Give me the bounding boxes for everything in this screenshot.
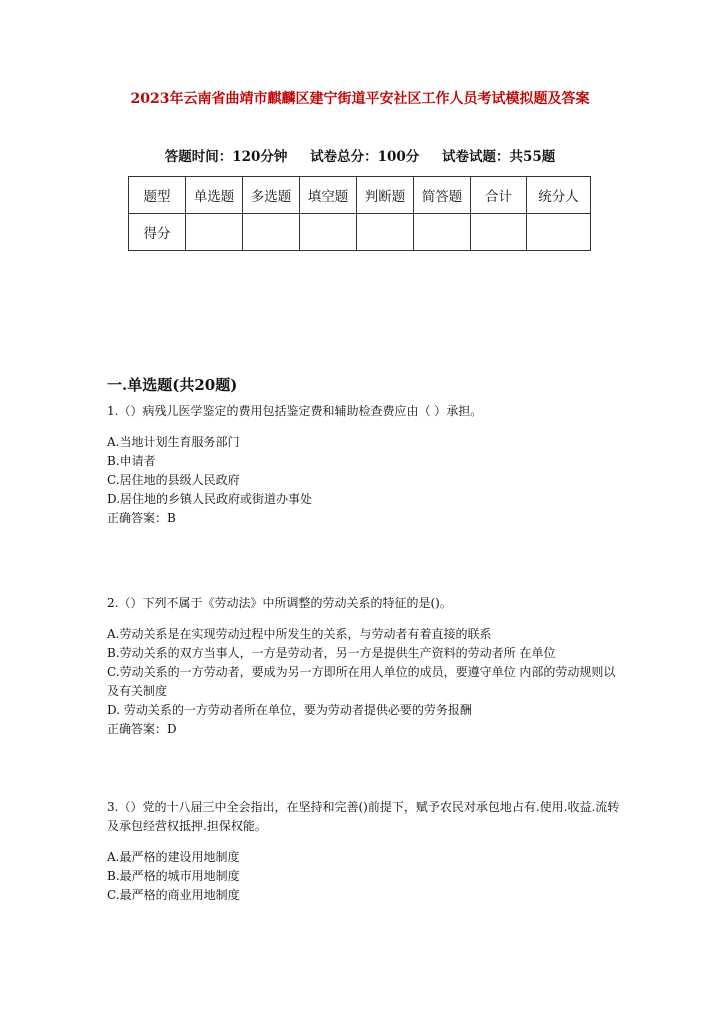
question-1 [107, 402, 627, 528]
question-option: C.最严格的商业用地制度 [107, 888, 240, 902]
score-cell[interactable] [527, 214, 591, 251]
score-header-cell: 合计 [471, 177, 527, 214]
question-answer: 正确答案：B [107, 511, 176, 525]
score-cell[interactable] [471, 214, 527, 251]
question-option: D.居住地的乡镇人民政府或街道办事处 [107, 492, 313, 506]
score-cell[interactable] [414, 214, 471, 251]
score-header-cell: 多选题 [243, 177, 300, 214]
score-header-cell: 题型 [129, 177, 186, 214]
question-stem: 2.（）下列不属于《劳动法》中所调整的劳动关系的特征的是()。 [107, 596, 452, 610]
score-cell[interactable] [300, 214, 357, 251]
exam-meta [0, 145, 720, 165]
exam-title: 2023年云南省曲靖市麒麟区建宁街道平安社区工作人员考试模拟题及答案 [130, 91, 590, 107]
score-row-label: 得分 [129, 214, 186, 251]
score-header-cell: 填空题 [300, 177, 357, 214]
question-option: D. 劳动关系的一方劳动者所在单位，要为劳动者提供必要的劳务报酬 [107, 703, 472, 717]
score-header-cell: 单选题 [186, 177, 243, 214]
question-option: B.劳动关系的双方当事人，一方是劳动者，另一方是提供生产资料的劳动者所 在单位 [107, 646, 556, 660]
question-option: B.申请者 [107, 454, 156, 468]
exam-total-score: 试卷总分：100分 [310, 149, 420, 165]
exam-question-count: 试卷试题：共55题 [441, 149, 556, 165]
score-cell[interactable] [186, 214, 243, 251]
score-header-cell: 判断题 [357, 177, 414, 214]
question-3 [107, 798, 627, 905]
question-option: A.最严格的建设用地制度 [107, 850, 240, 864]
question-option: C.劳动关系的一方劳动者，要成为另一方即所在用人单位的成员，要遵守单位 内部的劳动规则以及有关制度 [107, 665, 616, 698]
score-cell[interactable] [357, 214, 414, 251]
score-header-cell: 统分人 [527, 177, 591, 214]
question-stem: 3.（）党的十八届三中全会指出，在坚持和完善()前提下，赋予农民对承包地占有.使用.收益.流转及承包经营权抵押.担保权能。 [107, 800, 620, 833]
question-2 [107, 594, 627, 739]
score-cell[interactable] [243, 214, 300, 251]
score-header-cell: 简答题 [414, 177, 471, 214]
score-table [128, 176, 591, 251]
question-stem: 1.（）病残儿医学鉴定的费用包括鉴定费和辅助检查费应由（ ）承担。 [107, 404, 483, 418]
score-table-score-row [129, 214, 591, 251]
exam-time: 答题时间：120分钟 [164, 149, 288, 165]
score-table-header-row [129, 177, 591, 214]
question-answer: 正确答案：D [107, 722, 177, 736]
question-option: A.当地计划生育服务部门 [107, 435, 240, 449]
question-option: A.劳动关系是在实现劳动过程中所发生的关系，与劳动者有着直接的联系 [107, 627, 492, 641]
question-option: C.居住地的县级人民政府 [107, 473, 240, 487]
question-option: B.最严格的城市用地制度 [107, 869, 240, 883]
section-heading: 一.单选题(共20题) [107, 376, 238, 394]
